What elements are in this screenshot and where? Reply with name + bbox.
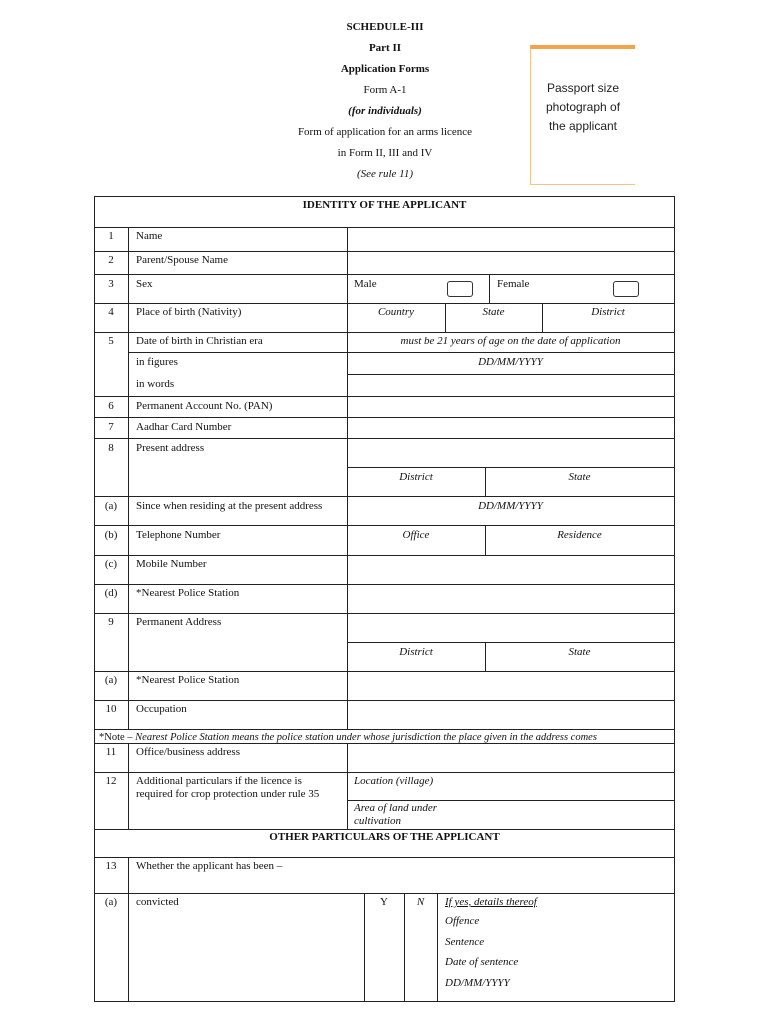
police-station-note <box>99 731 597 744</box>
applicant-has-been-label: Whether the applicant has been – <box>136 860 283 872</box>
residing-since-field[interactable]: DD/MM/YYYY <box>478 500 543 512</box>
female-checkbox[interactable] <box>613 281 639 297</box>
permanent-state-field[interactable]: State <box>568 646 591 658</box>
passport-photo-box[interactable] <box>530 45 635 185</box>
row-8b-number: (b) <box>104 529 118 541</box>
row-8c-number: (c) <box>104 558 118 570</box>
photo-label-1: Passport size <box>546 81 620 95</box>
form-header <box>250 17 520 185</box>
present-police-station-field[interactable] <box>348 585 674 613</box>
present-address-label: Present address <box>136 442 205 454</box>
permanent-address-label: Permanent Address <box>136 616 222 628</box>
date-of-sentence-label: Date of sentence <box>445 956 519 968</box>
note-prefix: *Note – <box>99 732 133 743</box>
crop-protection-label-1: Additional particulars if the licence is <box>136 775 302 787</box>
female-label: Female <box>497 278 530 290</box>
age-note: must be 21 years of age on the date of application <box>400 335 621 347</box>
section-identity-heading: IDENTITY OF THE APPLICANT <box>302 199 467 211</box>
row-7-number: 7 <box>108 421 114 433</box>
permanent-police-station-label: *Nearest Police Station <box>136 674 240 686</box>
pan-field[interactable] <box>348 397 674 417</box>
dob-words-label: in words <box>136 378 175 390</box>
present-police-station-label: *Nearest Police Station <box>136 587 240 599</box>
row-5-number: 5 <box>108 335 114 347</box>
state-field[interactable]: State <box>482 306 505 318</box>
sentence-field[interactable]: Sentence <box>445 936 485 948</box>
row-9a-number: (a) <box>104 674 118 686</box>
for-individuals: (for individuals) <box>348 105 422 117</box>
row-8d-number: (d) <box>104 587 118 599</box>
crop-protection-label-2: required for crop protection under rule 35 <box>136 788 320 800</box>
see-rule: (See rule 11) <box>357 168 413 180</box>
present-address-field[interactable] <box>348 439 674 467</box>
land-area-label-1[interactable]: Area of land under <box>354 802 437 814</box>
form-title-line2: in Form II, III and IV <box>337 147 433 159</box>
dob-words-field[interactable] <box>348 375 674 396</box>
aadhar-label: Aadhar Card Number <box>136 421 232 433</box>
office-address-label: Office/business address <box>136 746 240 758</box>
telephone-label: Telephone Number <box>136 529 221 541</box>
row-4-number: 4 <box>108 306 114 318</box>
convicted-yes-option[interactable]: Y <box>380 896 388 908</box>
present-district-field[interactable]: District <box>399 471 433 483</box>
row-6-number: 6 <box>108 400 114 412</box>
row-1-number: 1 <box>108 230 114 242</box>
dob-figures-field[interactable]: DD/MM/YYYY <box>478 356 543 368</box>
row-10-number: 10 <box>105 703 117 715</box>
land-area-label-2: cultivation <box>354 815 402 827</box>
row-13a-number: (a) <box>104 896 118 908</box>
photo-label-3: the applicant <box>548 119 618 133</box>
row-12-number: 12 <box>105 775 117 787</box>
row-3-number: 3 <box>108 278 114 290</box>
note-text: Nearest Police Station means the police station under whose jurisdiction the place given in the address comes <box>135 732 597 743</box>
application-forms-title: Application Forms <box>340 63 430 75</box>
name-field[interactable] <box>348 228 674 251</box>
convicted-no-option[interactable]: N <box>416 896 425 908</box>
convicted-label: convicted <box>136 896 179 908</box>
form-title-line1: Form of application for an arms licence <box>297 126 473 138</box>
dob-figures-label: in figures <box>136 356 178 368</box>
country-field[interactable]: Country <box>377 306 415 318</box>
telephone-office-field[interactable]: Office <box>402 529 430 541</box>
form-code: Form A-1 <box>363 84 407 96</box>
male-checkbox[interactable] <box>447 281 473 297</box>
occupation-field[interactable] <box>348 701 674 729</box>
sex-label: Sex <box>136 278 153 290</box>
present-state-field[interactable]: State <box>568 471 591 483</box>
permanent-police-station-field[interactable] <box>348 672 674 700</box>
row-9-number: 9 <box>108 616 114 628</box>
schedule-title: SCHEDULE-III <box>346 21 424 33</box>
office-address-field[interactable] <box>348 744 674 772</box>
place-of-birth-label: Place of birth (Nativity) <box>136 306 242 318</box>
dob-label: Date of birth in Christian era <box>136 335 263 347</box>
row-8-number: 8 <box>108 442 114 454</box>
permanent-address-field[interactable] <box>348 614 674 642</box>
name-label: Name <box>136 230 163 242</box>
residing-since-label: Since when residing at the present address <box>136 500 323 512</box>
row-2-number: 2 <box>108 254 114 266</box>
parent-spouse-label: Parent/Spouse Name <box>136 254 228 266</box>
photo-label-2: photograph of <box>545 100 621 114</box>
occupation-label: Occupation <box>136 703 187 715</box>
row-13-number: 13 <box>105 860 117 872</box>
location-village-field[interactable]: Location (village) <box>354 775 434 787</box>
section-other-heading: OTHER PARTICULARS OF THE APPLICANT <box>269 831 500 843</box>
mobile-label: Mobile Number <box>136 558 207 570</box>
if-yes-details-label: If yes, details thereof <box>445 896 537 908</box>
district-field[interactable]: District <box>591 306 625 318</box>
mobile-field[interactable] <box>348 556 674 584</box>
date-of-sentence-field[interactable]: DD/MM/YYYY <box>445 977 510 989</box>
aadhar-field[interactable] <box>348 418 674 438</box>
row-8a-number: (a) <box>104 500 118 512</box>
row-11-number: 11 <box>105 746 117 758</box>
parent-spouse-field[interactable] <box>348 252 674 274</box>
male-label: Male <box>354 278 377 290</box>
pan-label: Permanent Account No. (PAN) <box>136 400 273 412</box>
telephone-residence-field[interactable]: Residence <box>557 529 602 541</box>
part-title: Part II <box>368 42 402 54</box>
offence-field[interactable]: Offence <box>445 915 480 927</box>
permanent-district-field[interactable]: District <box>399 646 433 658</box>
